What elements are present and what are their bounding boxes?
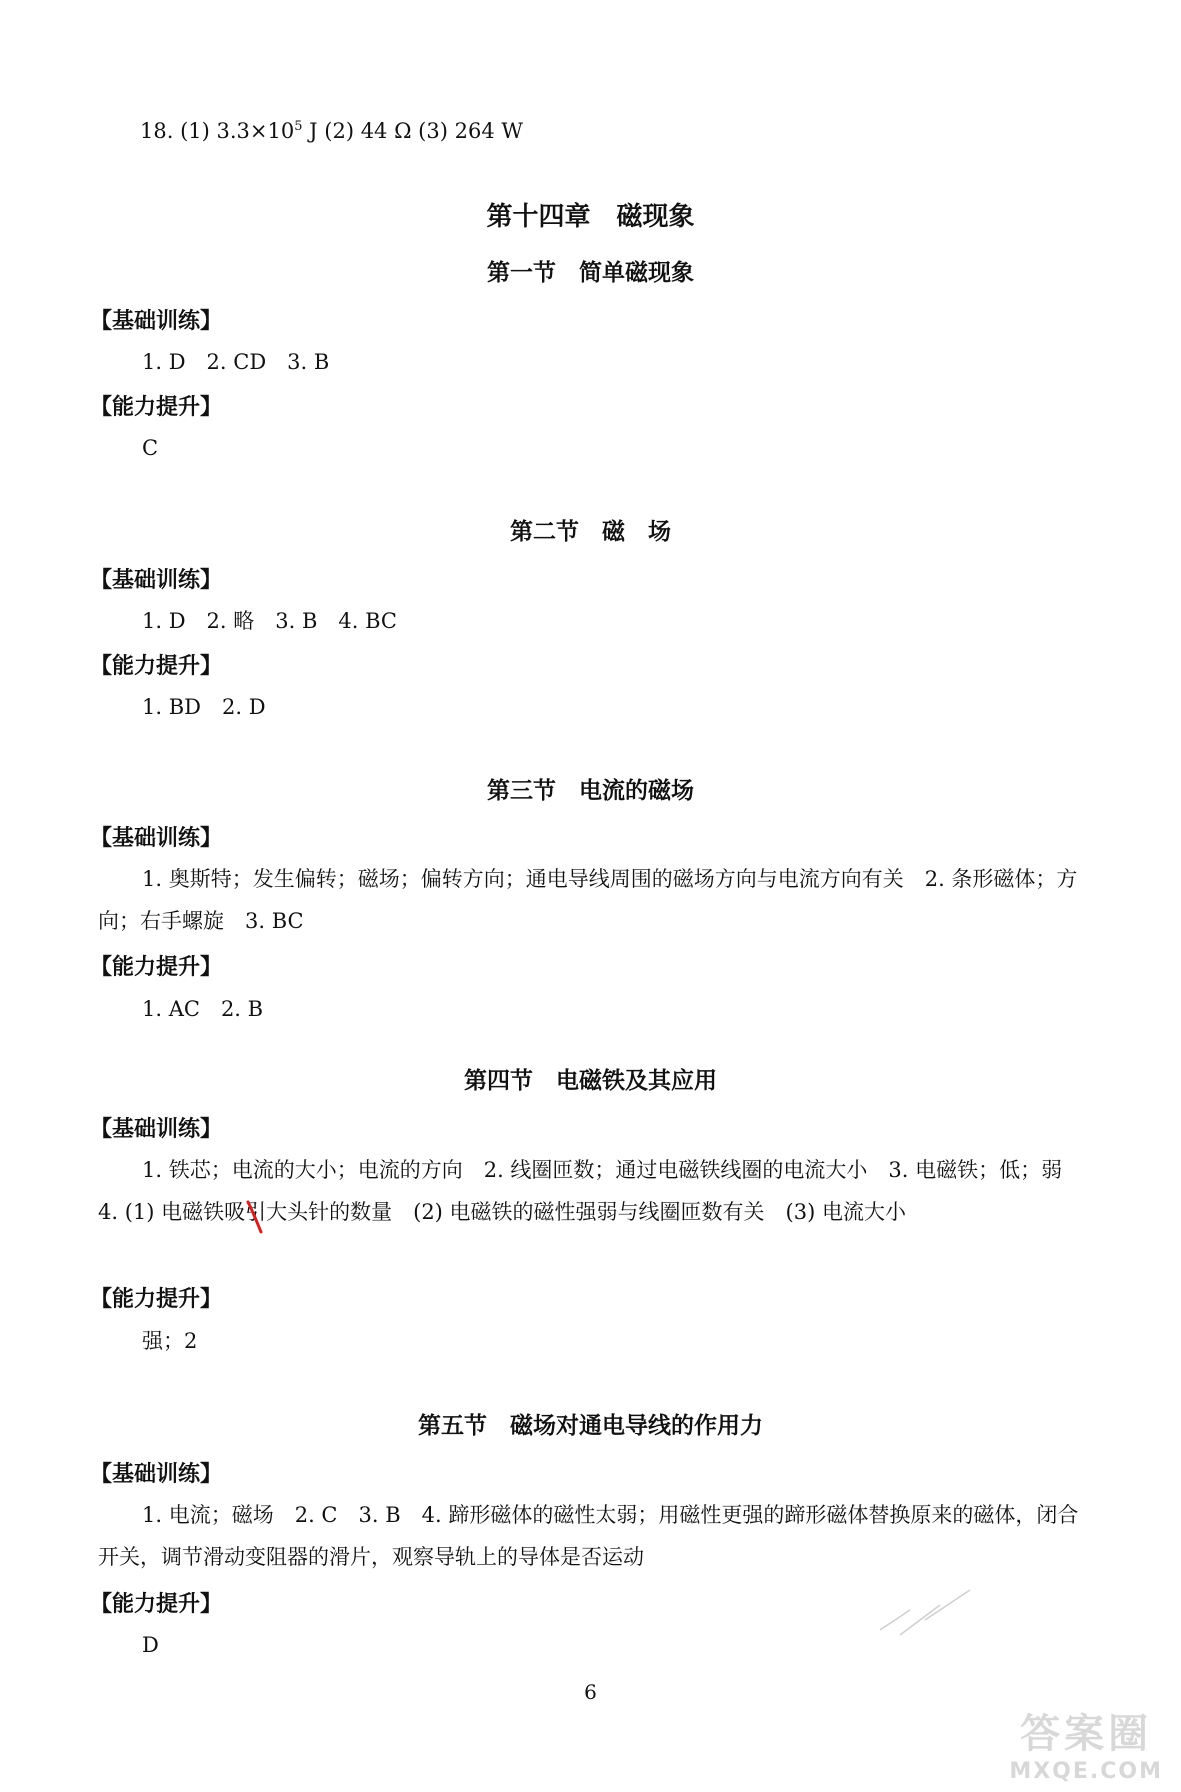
basic-answers: 1. 铁芯；电流的大小；电流的方向 2. 线圈匝数；通过电磁铁线圈的电流大小 3. 电磁铁；低；弱 4. (1) 电磁铁吸引大头针的数量 (2) 电磁铁的磁性强弱与线圈匝数有关 (3) 电流大小	[98, 1158, 1084, 1224]
ability-label: 【能力提升】	[90, 654, 223, 679]
basic-answers: 1. 电流；磁场 2. C 3. B 4. 蹄形磁体的磁性太弱；用磁性更强的蹄形磁体替换原来的磁体，闭合开关，调节滑动变阻器的滑片，观察导轨上的导体是否运动	[98, 1503, 1079, 1569]
chapter-title: 第十四章 磁现象	[486, 202, 695, 232]
section-title: 第四节 电磁铁及其应用	[464, 1068, 717, 1094]
q18-rest: J (2) 44 Ω (3) 264 W	[302, 119, 523, 143]
basic-training-label: 【基础训练】	[90, 568, 223, 593]
q18-sup: 5	[294, 119, 303, 134]
basic-answers: 1. D 2. 略 3. B 4. BC	[142, 609, 398, 633]
section-title: 第三节 电流的磁场	[487, 778, 694, 804]
ability-label: 【能力提升】	[90, 955, 223, 980]
ability-answers: C	[142, 436, 159, 460]
section-title: 第二节 磁 场	[510, 519, 671, 545]
basic-training-label: 【基础训练】	[90, 1117, 223, 1142]
ability-answers: 1. AC 2. B	[142, 997, 264, 1021]
ability-answers: 1. BD 2. D	[142, 695, 266, 719]
ability-answers: 强；2	[142, 1329, 198, 1353]
basic-training-label: 【基础训练】	[90, 826, 223, 851]
basic-answers: 1. D 2. CD 3. B	[142, 350, 330, 374]
red-pen-mark	[245, 1200, 265, 1234]
ability-answers: D	[142, 1633, 159, 1657]
page-number: 6	[584, 1680, 597, 1704]
ability-label: 【能力提升】	[90, 395, 223, 420]
site-watermark	[1009, 1702, 1163, 1784]
watermark-title: 答案圈	[1020, 1711, 1153, 1757]
basic-training-label: 【基础训练】	[90, 1462, 223, 1487]
ability-label: 【能力提升】	[90, 1287, 223, 1312]
pencil-scribble	[870, 1580, 980, 1650]
ability-label: 【能力提升】	[90, 1592, 223, 1617]
q18-text: 18. (1) 3.3×10	[140, 119, 295, 143]
basic-answers: 1. 奥斯特；发生偏转；磁场；偏转方向；通电导线周围的磁场方向与电流方向有关 2. 条形磁体；方向；右手螺旋 3. BC	[98, 867, 1078, 933]
section-title: 第一节 简单磁现象	[487, 260, 694, 286]
basic-training-label: 【基础训练】	[90, 309, 223, 334]
watermark-url: MXQE.COM	[1009, 1759, 1163, 1784]
section-title: 第五节 磁场对通电导线的作用力	[418, 1413, 763, 1439]
q18-answer	[140, 112, 523, 146]
